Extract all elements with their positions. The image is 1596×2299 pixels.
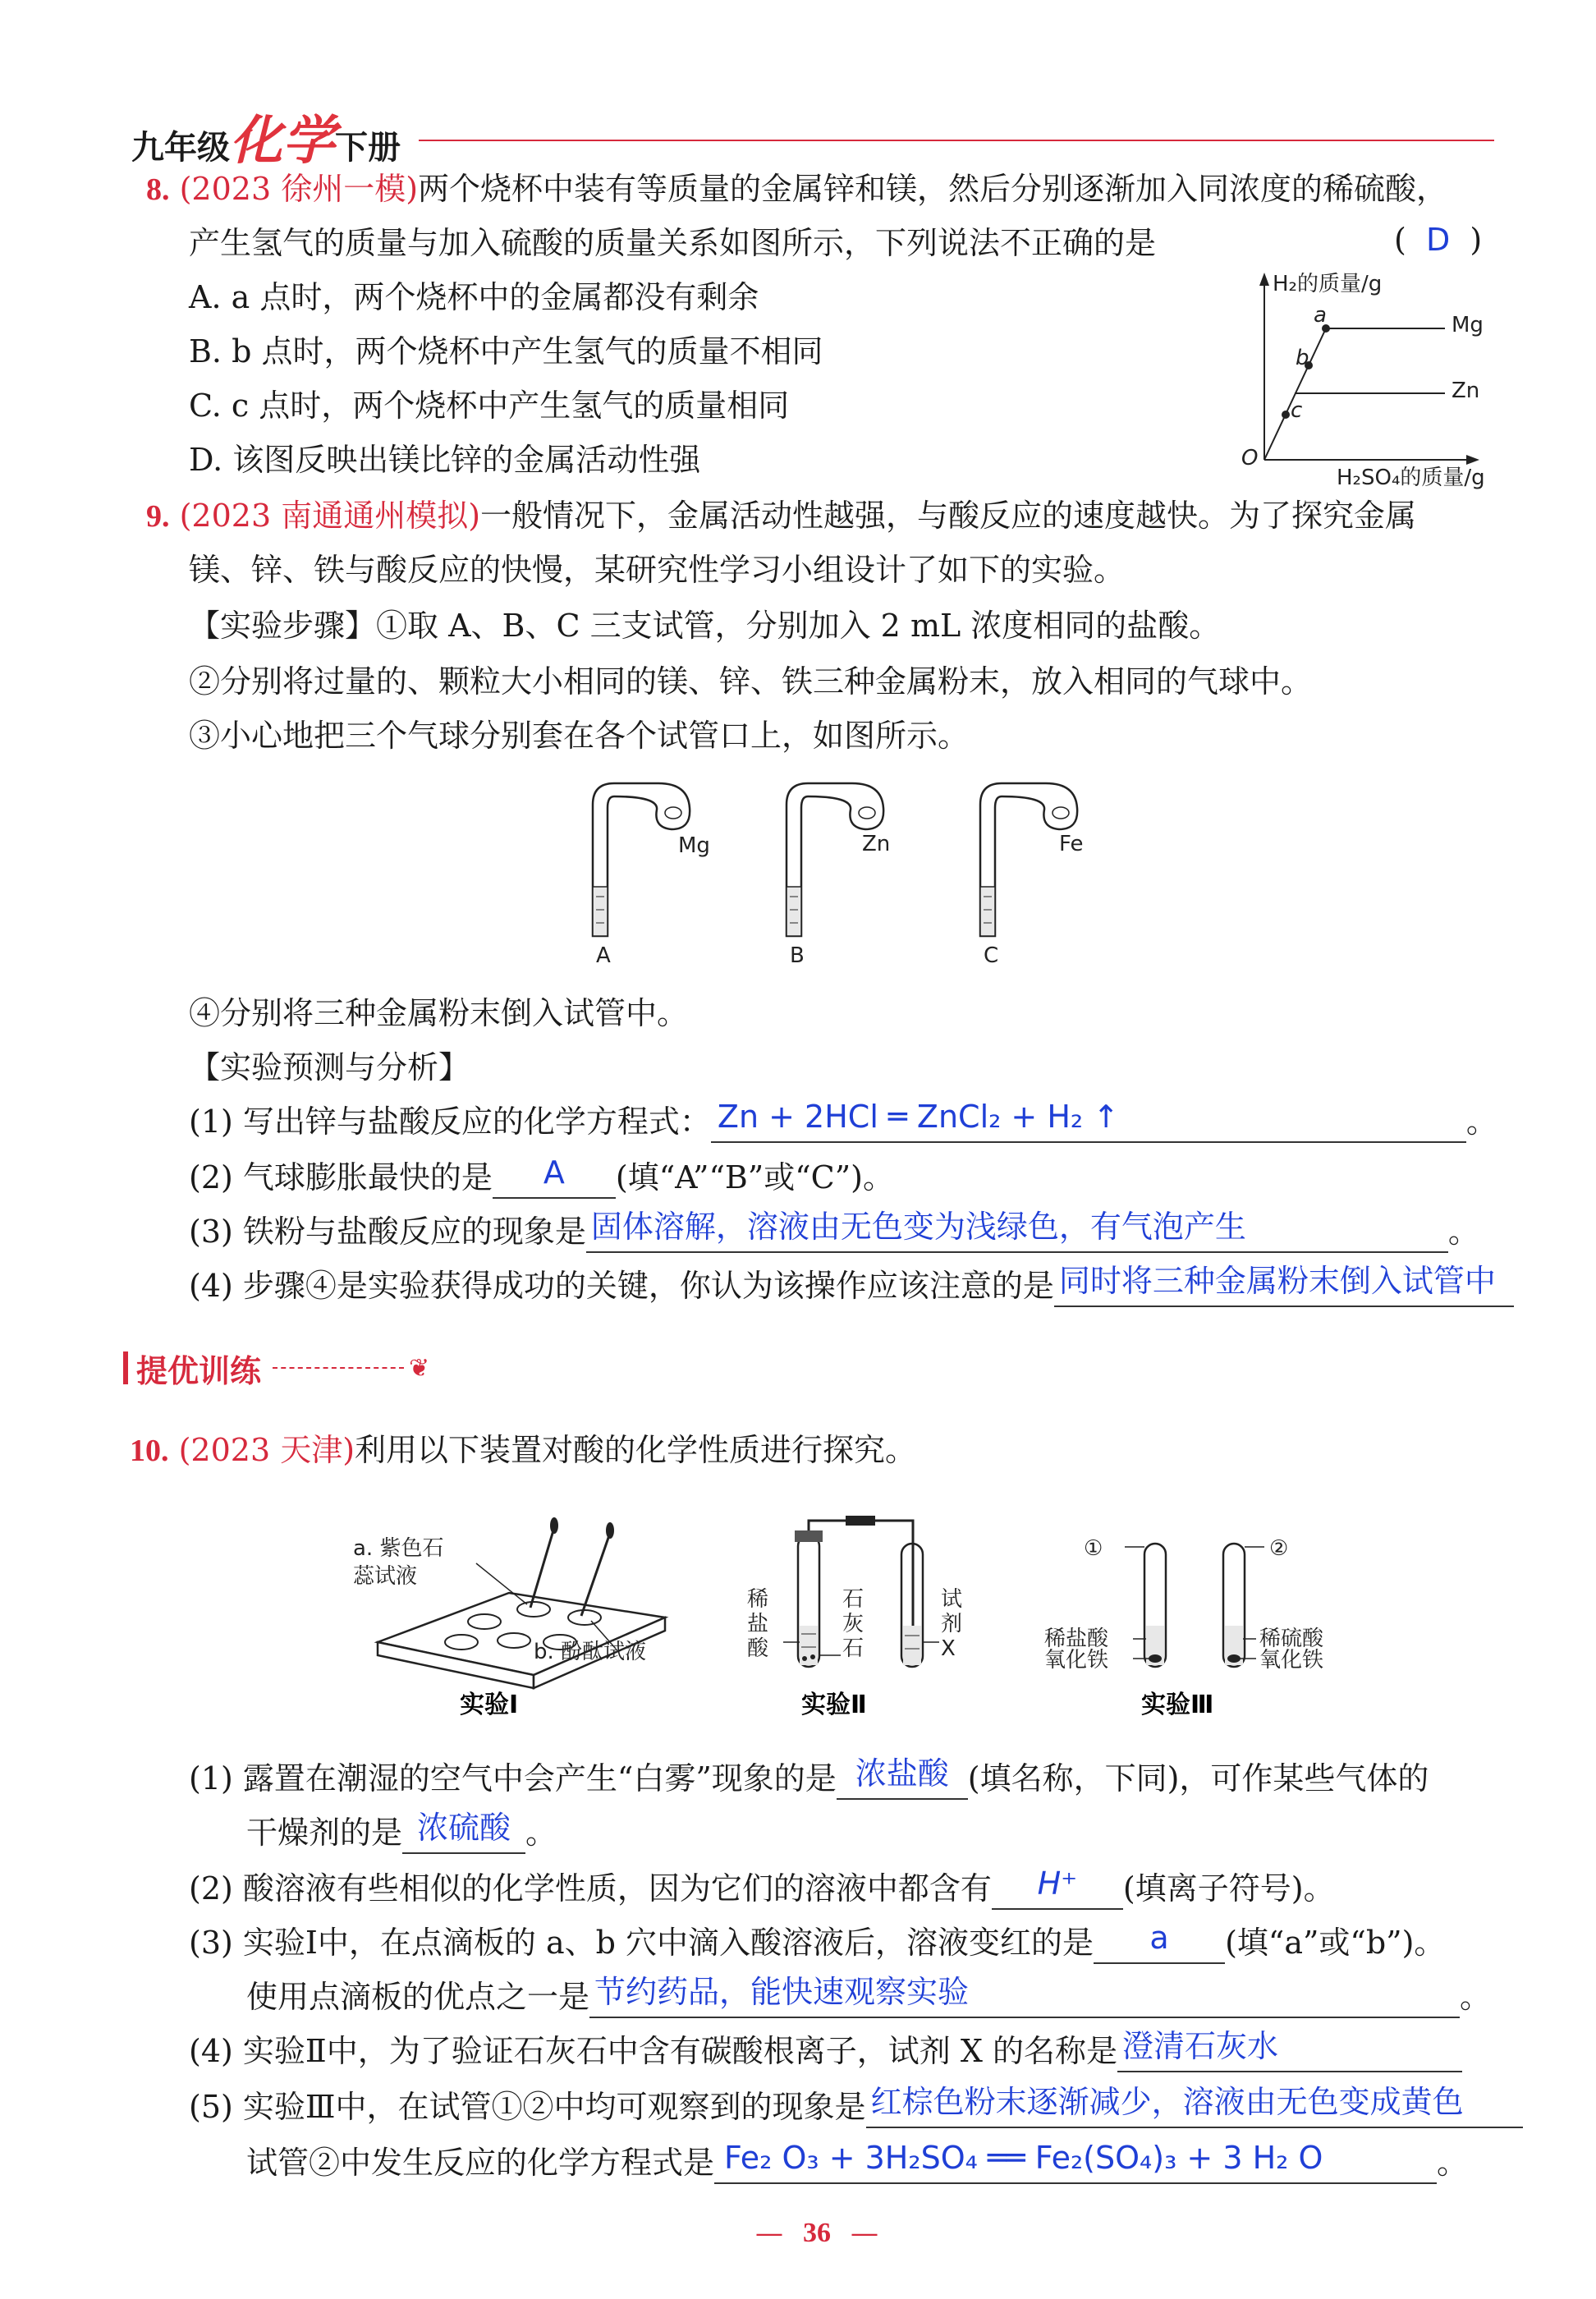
q10-part3c-text: 使用点滴板的优点之一是 [246,1979,590,2015]
graph-x-arrow [1466,455,1479,465]
fig1-a2: 蕊试液 [353,1564,418,1589]
q8-option-b: B. b 点时，两个烧杯中产生氢气的质量不相同 [189,333,823,369]
q10-part3-text: (3) 实验Ⅰ中，在点滴板的 a、b 穴中滴入酸溶液后，溶液变红的是 [189,1925,1094,1961]
q9-part2 [189,1156,894,1199]
q9-number: 9. [146,499,170,534]
q8-line1 [146,167,1447,211]
q10-part3c-blank [589,1975,1460,2018]
q10-stem: 利用以下装置对酸的化学性质进行探究。 [355,1432,917,1468]
q8-answer: D [1425,222,1451,258]
graph-label-mg: Mg [1452,313,1484,337]
q9-stem1: 一般情况下，金属活动性越强，与酸反应的速度越快。为了探究金属 [480,498,1417,534]
q9-stem2: 镁、锌、铁与酸反应的快慢，某研究性学习小组设计了如下的实验。 [189,552,1126,588]
tube-c [980,783,1084,968]
q10-part2-blank [992,1867,1123,1910]
fig3-caption: 实验Ⅲ [1141,1691,1214,1719]
page-number: 36 [803,2218,831,2248]
fig2-right-1: 试 [941,1587,963,1612]
q9-tubes-figure [566,772,1125,969]
fig3-l1: 稀盐酸 [1044,1627,1109,1651]
q8-option-c: C. c 点时，两个烧杯中产生氢气的质量相同 [189,388,790,424]
fig2-right-3: X [941,1636,956,1661]
q8-stem2: 产生氢气的质量与加入硫酸的质量关系如图所示，下列说法不正确的是 [189,225,1157,261]
tube-c-metal: Fe [1059,832,1084,856]
section-bar [123,1351,128,1384]
q10-part2-tail: (填离子符号)。 [1122,1870,1335,1907]
q9-part1: (1) 写出锌与盐酸反应的化学方程式： Zn + 2HCl ═ ZnCl₂ + H₂ ↑ 。 [189,1100,1497,1143]
q10-answer4: 澄清石灰水 [1121,2028,1278,2064]
fig1-b: b. 酚酞试液 [534,1640,647,1664]
header-rule [419,140,1494,141]
tube-b-label: B [790,943,805,968]
graph-xlabel: H₂SO₄的质量/g [1337,466,1485,490]
fig3-l2: 氧化铁 [1044,1648,1109,1673]
q10-part3-tail: (填“a”或“b”)。 [1225,1925,1446,1961]
q10-part2-text: (2) 酸溶液有些相似的化学性质，因为它们的溶液中都含有 [189,1870,992,1907]
q9-part1-text: (1) 写出锌与盐酸反应的化学方程式： [189,1104,711,1140]
section-title: 提优训练 [136,1352,262,1389]
section-dash [273,1367,404,1369]
q10-part1-tail: (填名称，下同)，可作某些气体的 [967,1760,1429,1797]
graph-ylabel: H₂的质量/g [1273,272,1383,296]
q8-option-d: D. 该图反映出镁比锌的金属活动性强 [189,442,701,478]
q9-part2-blank [493,1156,616,1199]
q10-part3-cont: 使用点滴板的优点之一是 节约药品，能快速观察实验 。 [246,1975,1491,2018]
q8-number: 8. [146,172,170,207]
page-footer [755,2217,878,2250]
q10-answer5: 红棕色粉末逐渐减少，溶液由无色变成黄色 [870,2084,1464,2120]
q10-part1-text: (1) 露置在潮湿的空气中会产生“白雾”现象的是 [189,1760,837,1797]
q8-line2 [189,222,1156,264]
q10-part1-cont: 干燥剂的是 浓硫酸 。 [246,1811,557,1854]
q10-answer3: a [1149,1920,1169,1956]
graph-label-b: b [1296,346,1309,370]
q10-figure-2 [731,1503,993,1724]
q9-source: (2023 南通通州模拟) [179,498,481,534]
tube-a-label: A [596,943,611,968]
fig2-mid-1: 石 [842,1587,864,1612]
q10-answer1a: 浓盐酸 [855,1755,949,1792]
q10-figure-3 [1034,1503,1363,1724]
q10-part1-blank [837,1757,968,1800]
fig1-caption: 实验Ⅰ [460,1691,519,1719]
q9-step1: 【实验步骤】①取 A、B、C 三支试管，分别加入 2 mL 浓度相同的盐酸。 [189,608,1221,644]
q8-graph [1231,271,1502,493]
tube-b [787,783,890,968]
q10-part5b-blank [714,2141,1437,2184]
fig2-mid-2: 灰 [842,1612,864,1636]
q9-answer4: 同时将三种金属粉末倒入试管中 [1058,1263,1496,1299]
page-dash-left: — [755,2217,783,2250]
q9-part1-blank [711,1100,1466,1143]
q10-part5b-text: 试管②中发生反应的化学方程式是 [246,2145,715,2181]
q8-stem1: 两个烧杯中装有等质量的金属锌和镁，然后分别逐渐加入同浓度的稀硫酸， [418,171,1448,207]
fig3-n2: ② [1269,1536,1289,1561]
fig2-left-3: 酸 [747,1636,769,1661]
q10-number: 10. [130,1434,169,1468]
q10-part2 [189,1867,1335,1910]
graph-origin: O [1241,446,1259,470]
q9-answer3: 固体溶解，溶液由无色变为浅绿色，有气泡产生 [590,1209,1246,1245]
q9-part2-text: (2) 气球膨胀最快的是 [189,1159,493,1195]
tube-a-metal: Mg [678,833,710,858]
tube-b-metal: Zn [862,832,891,856]
fig3-r1: 稀硫酸 [1259,1627,1324,1651]
q9-part3-blank [586,1210,1448,1253]
q10-part5-cont: 试管②中发生反应的化学方程式是 Fe₂ O₃ + 3H₂SO₄ ══ Fe₂(SO₄)₃ + 3 H₂ O 。 [246,2141,1468,2184]
q9-answer1: Zn + 2HCl ═ ZnCl₂ + H₂ ↑ [717,1099,1120,1135]
fig3-r2: 氧化铁 [1259,1648,1324,1673]
q9-step4: ④分别将三种金属粉末倒入试管中。 [189,995,689,1031]
q9-part2-tail: (填“A”“B”或“C”)。 [615,1159,894,1195]
header-volume: 下册 [335,129,401,167]
q10-part4-text: (4) 实验Ⅱ中，为了验证石灰石中含有碳酸根离子，试剂 X 的名称是 [189,2033,1117,2069]
q10-answer3b: 节约药品，能快速观察实验 [594,1974,970,2010]
fig2-right-2: 剂 [941,1612,963,1636]
q10-part1 [189,1757,1429,1800]
q10-line1 [130,1429,916,1472]
header-grade: 九年级 [131,129,230,167]
q10-answer1b: 浓硫酸 [417,1810,511,1846]
fig2-left-2: 盐 [747,1612,769,1636]
graph-point-c [1282,411,1290,419]
q8-source: (2023 徐州一模) [179,171,419,207]
q10-answer2: H⁺ [1037,1865,1078,1902]
graph-label-a: a [1314,303,1327,328]
q10-answer5b: Fe₂ O₃ + 3H₂SO₄ ══ Fe₂(SO₄)₃ + 3 H₂ O [724,2140,1323,2176]
fig2-caption: 实验Ⅱ [801,1691,867,1719]
q10-part5 [189,2086,1523,2128]
section-header [123,1343,429,1393]
graph-label-zn: Zn [1452,379,1480,403]
q9-part3-text: (3) 铁粉与盐酸反应的现象是 [189,1214,586,1250]
q9-step3: ③小心地把三个气球分别套在各个试管口上，如图所示。 [189,718,970,754]
q9-answer2: A [543,1154,565,1191]
q10-part3 [189,1921,1445,1964]
tube-a [593,783,710,968]
q10-source: (2023 天津) [178,1432,355,1468]
section-leaf-icon: ❦ [409,1353,430,1383]
q9-part4 [189,1264,1514,1307]
graph-y-arrow [1259,273,1269,286]
fig3-n1: ① [1084,1536,1103,1561]
header-subject: 化学 [230,111,335,172]
q9-part4-blank [1054,1264,1514,1307]
q10-part4 [189,2030,1462,2072]
q8-option-a: A. a 点时，两个烧杯中的金属都没有剩余 [189,279,759,315]
q9-analysis: 【实验预测与分析】 [189,1049,470,1085]
fig2-left-1: 稀 [747,1587,769,1612]
q10-part5-blank [866,2086,1523,2128]
q9-step2: ②分别将过量的、颗粒大小相同的镁、锌、铁三种金属粉末，放入相同的气球中。 [189,663,1313,700]
q8-answer-bracket: ( D ) [1394,222,1483,258]
q10-part5-text: (5) 实验Ⅲ中，在试管①②中均可观察到的现象是 [189,2089,866,2125]
q10-part4-blank [1117,2030,1462,2072]
q10-part3-blank [1094,1921,1225,1964]
q9-line1 [146,494,1416,538]
q9-part3: (3) 铁粉与盐酸反应的现象是 固体溶解，溶液由无色变为浅绿色，有气泡产生 。 [189,1210,1479,1253]
fig2-mid-3: 石 [842,1636,864,1661]
graph-label-c: c [1291,398,1303,423]
q10-part1c-text: 干燥剂的是 [246,1815,403,1851]
page-dash-right: — [851,2217,878,2250]
q10-part1c-blank [402,1811,525,1854]
fig1-a: a. 紫色石 [353,1536,444,1561]
page-header [131,99,401,172]
q10-figure-1 [345,1503,690,1724]
q9-part4-text: (4) 步骤④是实验获得成功的关键，你认为该操作应该注意的是 [189,1268,1054,1304]
tube-c-label: C [984,943,999,968]
